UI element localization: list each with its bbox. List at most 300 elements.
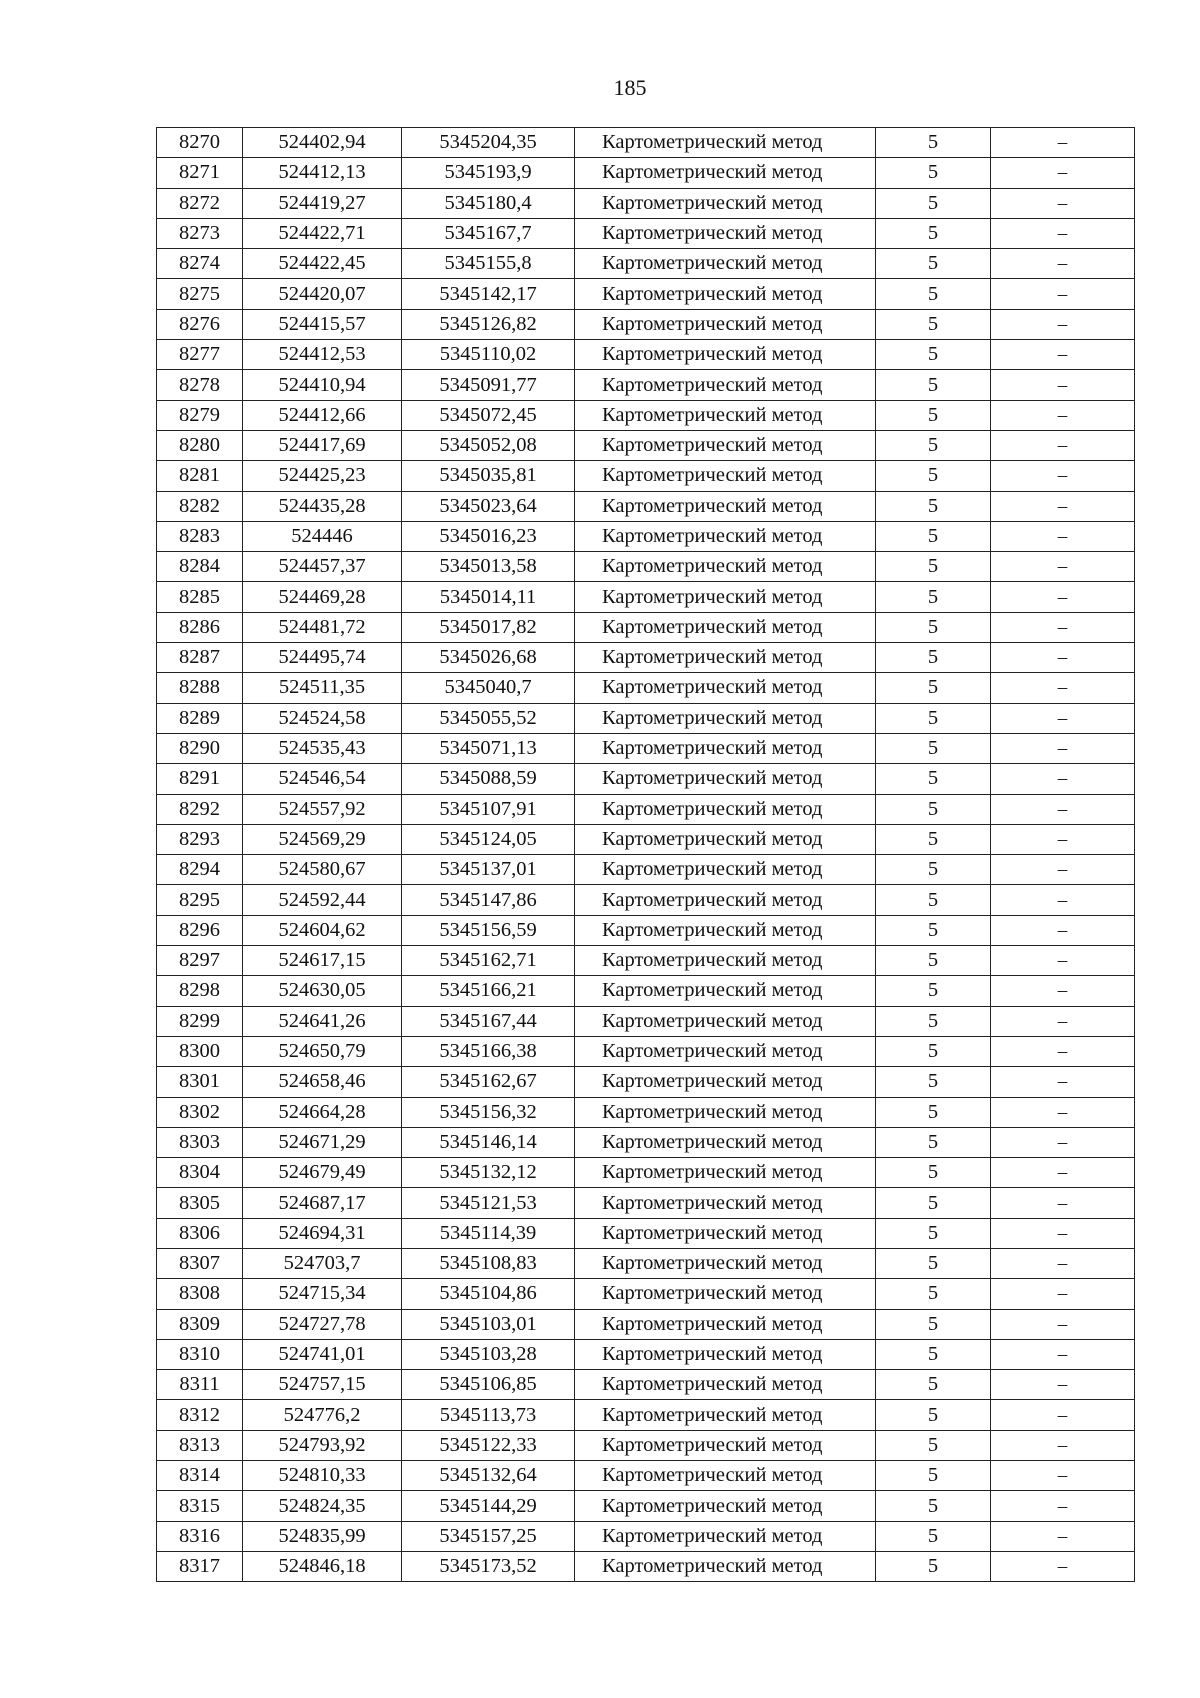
method-cell: Картометрический метод <box>575 340 876 370</box>
note-cell: – <box>991 643 1135 673</box>
accuracy-cell: 5 <box>876 1430 991 1460</box>
method-cell: Картометрический метод <box>575 703 876 733</box>
note-cell: – <box>991 1309 1135 1339</box>
note-cell: – <box>991 1067 1135 1097</box>
method-cell: Картометрический метод <box>575 249 876 279</box>
x-coordinate-cell: 524402,94 <box>243 128 402 158</box>
note-cell: – <box>991 1188 1135 1218</box>
accuracy-cell: 5 <box>876 1521 991 1551</box>
point-number-cell: 8272 <box>157 188 243 218</box>
note-cell: – <box>991 1006 1135 1036</box>
note-cell: – <box>991 824 1135 854</box>
accuracy-cell: 5 <box>876 703 991 733</box>
table-row <box>157 1127 1135 1157</box>
point-number-cell: 8281 <box>157 461 243 491</box>
x-coordinate-cell: 524535,43 <box>243 733 402 763</box>
table-row <box>157 1158 1135 1188</box>
point-number-cell: 8283 <box>157 521 243 551</box>
point-number-cell: 8288 <box>157 673 243 703</box>
x-coordinate-cell: 524679,49 <box>243 1158 402 1188</box>
x-coordinate-cell: 524412,66 <box>243 400 402 430</box>
table-row <box>157 643 1135 673</box>
accuracy-cell: 5 <box>876 1461 991 1491</box>
table-row <box>157 673 1135 703</box>
method-cell: Картометрический метод <box>575 521 876 551</box>
method-cell: Картометрический метод <box>575 582 876 612</box>
x-coordinate-cell: 524810,33 <box>243 1461 402 1491</box>
x-coordinate-cell: 524435,28 <box>243 491 402 521</box>
accuracy-cell: 5 <box>876 158 991 188</box>
y-coordinate-cell: 5345157,25 <box>402 1521 575 1551</box>
method-cell: Картометрический метод <box>575 188 876 218</box>
y-coordinate-cell: 5345167,44 <box>402 1006 575 1036</box>
accuracy-cell: 5 <box>876 552 991 582</box>
y-coordinate-cell: 5345162,67 <box>402 1067 575 1097</box>
method-cell: Картометрический метод <box>575 733 876 763</box>
note-cell: – <box>991 764 1135 794</box>
point-number-cell: 8306 <box>157 1218 243 1248</box>
x-coordinate-cell: 524457,37 <box>243 552 402 582</box>
accuracy-cell: 5 <box>876 855 991 885</box>
table-row <box>157 946 1135 976</box>
x-coordinate-cell: 524412,13 <box>243 158 402 188</box>
note-cell: – <box>991 128 1135 158</box>
x-coordinate-cell: 524694,31 <box>243 1218 402 1248</box>
note-cell: – <box>991 1218 1135 1248</box>
x-coordinate-cell: 524569,29 <box>243 824 402 854</box>
note-cell: – <box>991 1248 1135 1278</box>
method-cell: Картометрический метод <box>575 461 876 491</box>
method-cell: Картометрический метод <box>575 643 876 673</box>
note-cell: – <box>991 1127 1135 1157</box>
accuracy-cell: 5 <box>876 1127 991 1157</box>
point-number-cell: 8305 <box>157 1188 243 1218</box>
method-cell: Картометрический метод <box>575 1188 876 1218</box>
method-cell: Картометрический метод <box>575 1370 876 1400</box>
point-number-cell: 8315 <box>157 1491 243 1521</box>
y-coordinate-cell: 5345072,45 <box>402 400 575 430</box>
accuracy-cell: 5 <box>876 1279 991 1309</box>
x-coordinate-cell: 524604,62 <box>243 915 402 945</box>
y-coordinate-cell: 5345180,4 <box>402 188 575 218</box>
y-coordinate-cell: 5345167,7 <box>402 218 575 248</box>
y-coordinate-cell: 5345104,86 <box>402 1279 575 1309</box>
y-coordinate-cell: 5345026,68 <box>402 643 575 673</box>
accuracy-cell: 5 <box>876 1551 991 1581</box>
table-row <box>157 1491 1135 1521</box>
table-row <box>157 582 1135 612</box>
point-number-cell: 8293 <box>157 824 243 854</box>
table-row <box>157 1339 1135 1369</box>
x-coordinate-cell: 524664,28 <box>243 1097 402 1127</box>
x-coordinate-cell: 524617,15 <box>243 946 402 976</box>
note-cell: – <box>991 188 1135 218</box>
accuracy-cell: 5 <box>876 340 991 370</box>
method-cell: Картометрический метод <box>575 309 876 339</box>
x-coordinate-cell: 524417,69 <box>243 430 402 460</box>
note-cell: – <box>991 855 1135 885</box>
table-row <box>157 1248 1135 1278</box>
y-coordinate-cell: 5345016,23 <box>402 521 575 551</box>
note-cell: – <box>991 461 1135 491</box>
y-coordinate-cell: 5345107,91 <box>402 794 575 824</box>
note-cell: – <box>991 582 1135 612</box>
accuracy-cell: 5 <box>876 1158 991 1188</box>
accuracy-cell: 5 <box>876 1370 991 1400</box>
accuracy-cell: 5 <box>876 430 991 460</box>
accuracy-cell: 5 <box>876 218 991 248</box>
method-cell: Картометрический метод <box>575 430 876 460</box>
method-cell: Картометрический метод <box>575 946 876 976</box>
table-row <box>157 976 1135 1006</box>
note-cell: – <box>991 218 1135 248</box>
note-cell: – <box>991 249 1135 279</box>
x-coordinate-cell: 524557,92 <box>243 794 402 824</box>
y-coordinate-cell: 5345137,01 <box>402 855 575 885</box>
point-number-cell: 8295 <box>157 885 243 915</box>
point-number-cell: 8280 <box>157 430 243 460</box>
note-cell: – <box>991 1339 1135 1369</box>
method-cell: Картометрический метод <box>575 1097 876 1127</box>
note-cell: – <box>991 340 1135 370</box>
point-number-cell: 8299 <box>157 1006 243 1036</box>
y-coordinate-cell: 5345144,29 <box>402 1491 575 1521</box>
accuracy-cell: 5 <box>876 824 991 854</box>
x-coordinate-cell: 524425,23 <box>243 461 402 491</box>
x-coordinate-cell: 524495,74 <box>243 643 402 673</box>
table-row <box>157 1036 1135 1066</box>
note-cell: – <box>991 1279 1135 1309</box>
method-cell: Картометрический метод <box>575 218 876 248</box>
y-coordinate-cell: 5345055,52 <box>402 703 575 733</box>
accuracy-cell: 5 <box>876 1400 991 1430</box>
point-number-cell: 8282 <box>157 491 243 521</box>
y-coordinate-cell: 5345166,21 <box>402 976 575 1006</box>
accuracy-cell: 5 <box>876 915 991 945</box>
x-coordinate-cell: 524703,7 <box>243 1248 402 1278</box>
point-number-cell: 8278 <box>157 370 243 400</box>
note-cell: – <box>991 976 1135 1006</box>
x-coordinate-cell: 524641,26 <box>243 1006 402 1036</box>
note-cell: – <box>991 1370 1135 1400</box>
y-coordinate-cell: 5345017,82 <box>402 612 575 642</box>
x-coordinate-cell: 524511,35 <box>243 673 402 703</box>
point-number-cell: 8275 <box>157 279 243 309</box>
accuracy-cell: 5 <box>876 1097 991 1127</box>
y-coordinate-cell: 5345193,9 <box>402 158 575 188</box>
point-number-cell: 8286 <box>157 612 243 642</box>
y-coordinate-cell: 5345014,11 <box>402 582 575 612</box>
note-cell: – <box>991 1461 1135 1491</box>
x-coordinate-cell: 524793,92 <box>243 1430 402 1460</box>
accuracy-cell: 5 <box>876 521 991 551</box>
x-coordinate-cell: 524630,05 <box>243 976 402 1006</box>
x-coordinate-cell: 524422,45 <box>243 249 402 279</box>
table-row <box>157 855 1135 885</box>
point-number-cell: 8310 <box>157 1339 243 1369</box>
accuracy-cell: 5 <box>876 1248 991 1278</box>
point-number-cell: 8270 <box>157 128 243 158</box>
table-row <box>157 733 1135 763</box>
note-cell: – <box>991 885 1135 915</box>
point-number-cell: 8314 <box>157 1461 243 1491</box>
y-coordinate-cell: 5345052,08 <box>402 430 575 460</box>
x-coordinate-cell: 524741,01 <box>243 1339 402 1369</box>
accuracy-cell: 5 <box>876 309 991 339</box>
accuracy-cell: 5 <box>876 885 991 915</box>
y-coordinate-cell: 5345156,32 <box>402 1097 575 1127</box>
note-cell: – <box>991 158 1135 188</box>
note-cell: – <box>991 1491 1135 1521</box>
table-row <box>157 1430 1135 1460</box>
table-row <box>157 158 1135 188</box>
method-cell: Картометрический метод <box>575 1067 876 1097</box>
table-row <box>157 764 1135 794</box>
y-coordinate-cell: 5345162,71 <box>402 946 575 976</box>
table-row <box>157 400 1135 430</box>
x-coordinate-cell: 524481,72 <box>243 612 402 642</box>
note-cell: – <box>991 733 1135 763</box>
x-coordinate-cell: 524412,53 <box>243 340 402 370</box>
y-coordinate-cell: 5345113,73 <box>402 1400 575 1430</box>
y-coordinate-cell: 5345023,64 <box>402 491 575 521</box>
table-row <box>157 370 1135 400</box>
table-row <box>157 885 1135 915</box>
x-coordinate-cell: 524419,27 <box>243 188 402 218</box>
point-number-cell: 8316 <box>157 1521 243 1551</box>
y-coordinate-cell: 5345173,52 <box>402 1551 575 1581</box>
y-coordinate-cell: 5345122,33 <box>402 1430 575 1460</box>
point-number-cell: 8313 <box>157 1430 243 1460</box>
y-coordinate-cell: 5345204,35 <box>402 128 575 158</box>
table-row <box>157 1218 1135 1248</box>
accuracy-cell: 5 <box>876 370 991 400</box>
accuracy-cell: 5 <box>876 1339 991 1369</box>
table-row <box>157 1279 1135 1309</box>
point-number-cell: 8298 <box>157 976 243 1006</box>
note-cell: – <box>991 1158 1135 1188</box>
table-row <box>157 279 1135 309</box>
method-cell: Картометрический метод <box>575 1158 876 1188</box>
y-coordinate-cell: 5345121,53 <box>402 1188 575 1218</box>
table-row <box>157 1006 1135 1036</box>
point-number-cell: 8287 <box>157 643 243 673</box>
method-cell: Картометрический метод <box>575 1218 876 1248</box>
method-cell: Картометрический метод <box>575 370 876 400</box>
y-coordinate-cell: 5345071,13 <box>402 733 575 763</box>
y-coordinate-cell: 5345108,83 <box>402 1248 575 1278</box>
method-cell: Картометрический метод <box>575 673 876 703</box>
x-coordinate-cell: 524650,79 <box>243 1036 402 1066</box>
point-number-cell: 8292 <box>157 794 243 824</box>
accuracy-cell: 5 <box>876 976 991 1006</box>
table-row <box>157 249 1135 279</box>
point-number-cell: 8285 <box>157 582 243 612</box>
y-coordinate-cell: 5345146,14 <box>402 1127 575 1157</box>
method-cell: Картометрический метод <box>575 1309 876 1339</box>
y-coordinate-cell: 5345110,02 <box>402 340 575 370</box>
table-row <box>157 1370 1135 1400</box>
method-cell: Картометрический метод <box>575 1036 876 1066</box>
point-number-cell: 8271 <box>157 158 243 188</box>
point-number-cell: 8297 <box>157 946 243 976</box>
point-number-cell: 8294 <box>157 855 243 885</box>
point-number-cell: 8303 <box>157 1127 243 1157</box>
method-cell: Картометрический метод <box>575 1551 876 1581</box>
accuracy-cell: 5 <box>876 946 991 976</box>
x-coordinate-cell: 524592,44 <box>243 885 402 915</box>
x-coordinate-cell: 524727,78 <box>243 1309 402 1339</box>
y-coordinate-cell: 5345106,85 <box>402 1370 575 1400</box>
accuracy-cell: 5 <box>876 612 991 642</box>
point-number-cell: 8274 <box>157 249 243 279</box>
y-coordinate-cell: 5345035,81 <box>402 461 575 491</box>
table-row <box>157 824 1135 854</box>
accuracy-cell: 5 <box>876 1067 991 1097</box>
table-row <box>157 1188 1135 1218</box>
x-coordinate-cell: 524524,58 <box>243 703 402 733</box>
x-coordinate-cell: 524580,67 <box>243 855 402 885</box>
y-coordinate-cell: 5345126,82 <box>402 309 575 339</box>
x-coordinate-cell: 524835,99 <box>243 1521 402 1551</box>
accuracy-cell: 5 <box>876 764 991 794</box>
note-cell: – <box>991 400 1135 430</box>
y-coordinate-cell: 5345156,59 <box>402 915 575 945</box>
y-coordinate-cell: 5345155,8 <box>402 249 575 279</box>
table-row <box>157 218 1135 248</box>
point-number-cell: 8279 <box>157 400 243 430</box>
accuracy-cell: 5 <box>876 733 991 763</box>
note-cell: – <box>991 1430 1135 1460</box>
point-number-cell: 8276 <box>157 309 243 339</box>
table-row <box>157 340 1135 370</box>
note-cell: – <box>991 1036 1135 1066</box>
point-number-cell: 8284 <box>157 552 243 582</box>
method-cell: Картометрический метод <box>575 764 876 794</box>
point-number-cell: 8290 <box>157 733 243 763</box>
method-cell: Картометрический метод <box>575 1430 876 1460</box>
y-coordinate-cell: 5345103,01 <box>402 1309 575 1339</box>
y-coordinate-cell: 5345147,86 <box>402 885 575 915</box>
note-cell: – <box>991 703 1135 733</box>
x-coordinate-cell: 524420,07 <box>243 279 402 309</box>
note-cell: – <box>991 1551 1135 1581</box>
point-number-cell: 8296 <box>157 915 243 945</box>
method-cell: Картометрический метод <box>575 1521 876 1551</box>
table-row <box>157 794 1135 824</box>
note-cell: – <box>991 612 1135 642</box>
method-cell: Картометрический метод <box>575 1006 876 1036</box>
method-cell: Картометрический метод <box>575 1400 876 1430</box>
accuracy-cell: 5 <box>876 1218 991 1248</box>
accuracy-cell: 5 <box>876 643 991 673</box>
method-cell: Картометрический метод <box>575 158 876 188</box>
table-row <box>157 430 1135 460</box>
accuracy-cell: 5 <box>876 673 991 703</box>
method-cell: Картометрический метод <box>575 400 876 430</box>
note-cell: – <box>991 673 1135 703</box>
y-coordinate-cell: 5345142,17 <box>402 279 575 309</box>
table-row <box>157 703 1135 733</box>
x-coordinate-cell: 524410,94 <box>243 370 402 400</box>
method-cell: Картометрический метод <box>575 976 876 1006</box>
method-cell: Картометрический метод <box>575 915 876 945</box>
y-coordinate-cell: 5345091,77 <box>402 370 575 400</box>
point-number-cell: 8277 <box>157 340 243 370</box>
accuracy-cell: 5 <box>876 491 991 521</box>
y-coordinate-cell: 5345124,05 <box>402 824 575 854</box>
note-cell: – <box>991 430 1135 460</box>
note-cell: – <box>991 1097 1135 1127</box>
x-coordinate-cell: 524422,71 <box>243 218 402 248</box>
method-cell: Картометрический метод <box>575 1491 876 1521</box>
y-coordinate-cell: 5345132,64 <box>402 1461 575 1491</box>
table-row <box>157 1461 1135 1491</box>
x-coordinate-cell: 524658,46 <box>243 1067 402 1097</box>
note-cell: – <box>991 309 1135 339</box>
table-row <box>157 552 1135 582</box>
method-cell: Картометрический метод <box>575 1279 876 1309</box>
x-coordinate-cell: 524687,17 <box>243 1188 402 1218</box>
method-cell: Картометрический метод <box>575 612 876 642</box>
table-row <box>157 1309 1135 1339</box>
x-coordinate-cell: 524776,2 <box>243 1400 402 1430</box>
y-coordinate-cell: 5345088,59 <box>402 764 575 794</box>
page-number: 185 <box>613 75 647 100</box>
accuracy-cell: 5 <box>876 188 991 218</box>
accuracy-cell: 5 <box>876 128 991 158</box>
accuracy-cell: 5 <box>876 400 991 430</box>
accuracy-cell: 5 <box>876 794 991 824</box>
note-cell: – <box>991 370 1135 400</box>
table-row <box>157 1097 1135 1127</box>
table-row <box>157 128 1135 158</box>
point-number-cell: 8311 <box>157 1370 243 1400</box>
note-cell: – <box>991 521 1135 551</box>
point-number-cell: 8312 <box>157 1400 243 1430</box>
y-coordinate-cell: 5345166,38 <box>402 1036 575 1066</box>
accuracy-cell: 5 <box>876 1006 991 1036</box>
coordinates-table <box>156 127 1135 1582</box>
y-coordinate-cell: 5345103,28 <box>402 1339 575 1369</box>
point-number-cell: 8309 <box>157 1309 243 1339</box>
table-row <box>157 491 1135 521</box>
accuracy-cell: 5 <box>876 1309 991 1339</box>
table-row <box>157 1551 1135 1581</box>
table-row <box>157 188 1135 218</box>
accuracy-cell: 5 <box>876 279 991 309</box>
y-coordinate-cell: 5345040,7 <box>402 673 575 703</box>
method-cell: Картометрический метод <box>575 491 876 521</box>
x-coordinate-cell: 524715,34 <box>243 1279 402 1309</box>
note-cell: – <box>991 1521 1135 1551</box>
note-cell: – <box>991 552 1135 582</box>
x-coordinate-cell: 524469,28 <box>243 582 402 612</box>
point-number-cell: 8308 <box>157 1279 243 1309</box>
table-row <box>157 521 1135 551</box>
point-number-cell: 8317 <box>157 1551 243 1581</box>
x-coordinate-cell: 524415,57 <box>243 309 402 339</box>
method-cell: Картометрический метод <box>575 552 876 582</box>
note-cell: – <box>991 794 1135 824</box>
note-cell: – <box>991 279 1135 309</box>
y-coordinate-cell: 5345114,39 <box>402 1218 575 1248</box>
method-cell: Картометрический метод <box>575 1248 876 1278</box>
note-cell: – <box>991 946 1135 976</box>
table-row <box>157 612 1135 642</box>
note-cell: – <box>991 1400 1135 1430</box>
table-row <box>157 461 1135 491</box>
